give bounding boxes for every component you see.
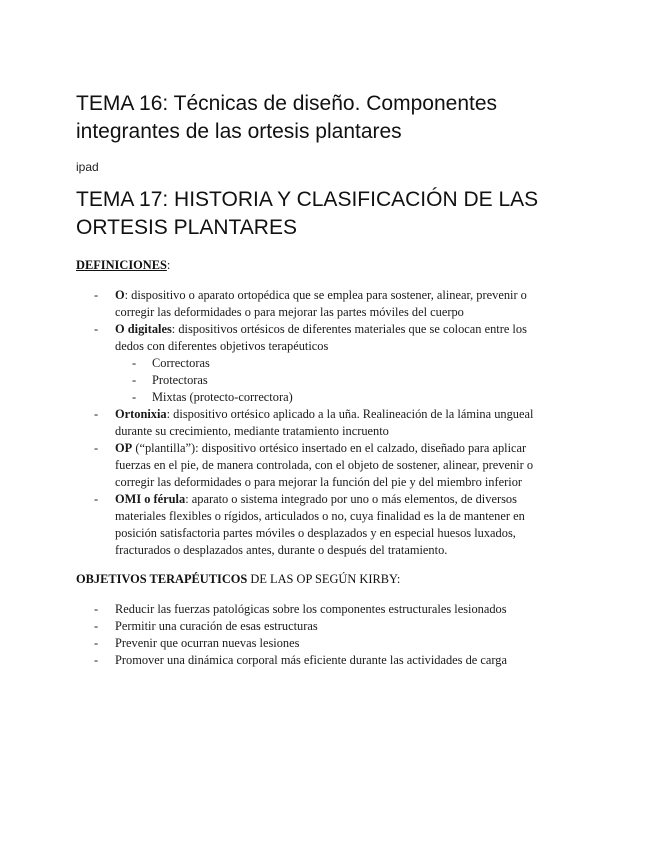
definiciones-heading-label: DEFINICIONES (76, 258, 167, 272)
list-item (76, 440, 556, 491)
definition-text: (“plantilla”): dispositivo ortésico insertado en el calzado, diseñado para aplicar fuerzas en el pie, de manera controlada, con el objeto de sostener, alinear, prevenir o corregir las deformidades o para mejorar la función del pie y del miembro inferior (115, 441, 534, 489)
list-item: - Promover una dinámica corporal más eficiente durante las actividades de carga (76, 652, 556, 669)
list-item: - Reducir las fuerzas patológicas sobre los componentes estructurales lesionados (76, 601, 556, 618)
definition-text: : dispositivos ortésicos de diferentes materiales que se colocan entre los dedos con diferentes objetivos terapéuticos (115, 322, 527, 353)
sublist (115, 355, 556, 406)
definition-text: : dispositivo o aparato ortopédica que se emplea para sostener, alinear, prevenir o corregir las deformidades o para mejorar las partes móviles del cuerpo (115, 288, 527, 319)
tema17-title-line2: ORTESIS PLANTARES (76, 216, 297, 239)
objetivos-heading-suffix: DE LAS OP SEGÚN KIRBY: (247, 572, 401, 586)
tema16-title (76, 90, 616, 146)
objetivos-list (76, 601, 556, 669)
list-item (76, 406, 556, 440)
term-label: OMI o férula (115, 492, 186, 506)
definiciones-heading (76, 258, 170, 273)
term-label: O (115, 288, 125, 302)
tema17-title (76, 186, 616, 242)
list-item: - Permitir una curación de esas estructuras (76, 618, 556, 635)
definiciones-heading-suffix: : (166, 258, 171, 272)
ipad-note: ipad (76, 160, 99, 174)
list-item: - Prevenir que ocurran nuevas lesiones (76, 635, 556, 652)
list-item (76, 491, 556, 559)
list-item (76, 287, 556, 321)
sublist-item: - Correctoras (115, 355, 556, 372)
tema17-title-line1: TEMA 17: HISTORIA Y CLASIFICACIÓN DE LAS (76, 188, 539, 211)
objetivos-heading (76, 572, 400, 587)
sublist-item: - Protectoras (115, 372, 556, 389)
definiciones-list (76, 287, 556, 559)
definition-text: : dispositivo ortésico aplicado a la uña. Realineación de la lámina ungueal durante su crecimiento, mediante tratamiento incruento (115, 407, 534, 438)
definition-text: : aparato o sistema integrado por uno o más elementos, de diversos materiales flexibles o rígidos, articulados o no, cuya finalidad es la de mantener en posición satisfactoria partes móviles o desplazados y en especial huesos luxados, fracturados o desplazados antes, durante o después del tratamiento. (115, 492, 525, 557)
term-label: O digitales (115, 322, 172, 336)
term-label: Ortonixia (115, 407, 167, 421)
term-label: OP (115, 441, 133, 455)
sublist-item: - Mixtas (protecto-correctora) (115, 389, 556, 406)
tema16-title-line2: integrantes de las ortesis plantares (76, 120, 402, 143)
objetivos-heading-label: OBJETIVOS TERAPÉUTICOS (76, 572, 248, 586)
list-item (76, 321, 556, 406)
tema16-title-line1: TEMA 16: Técnicas de diseño. Componentes (76, 92, 498, 115)
